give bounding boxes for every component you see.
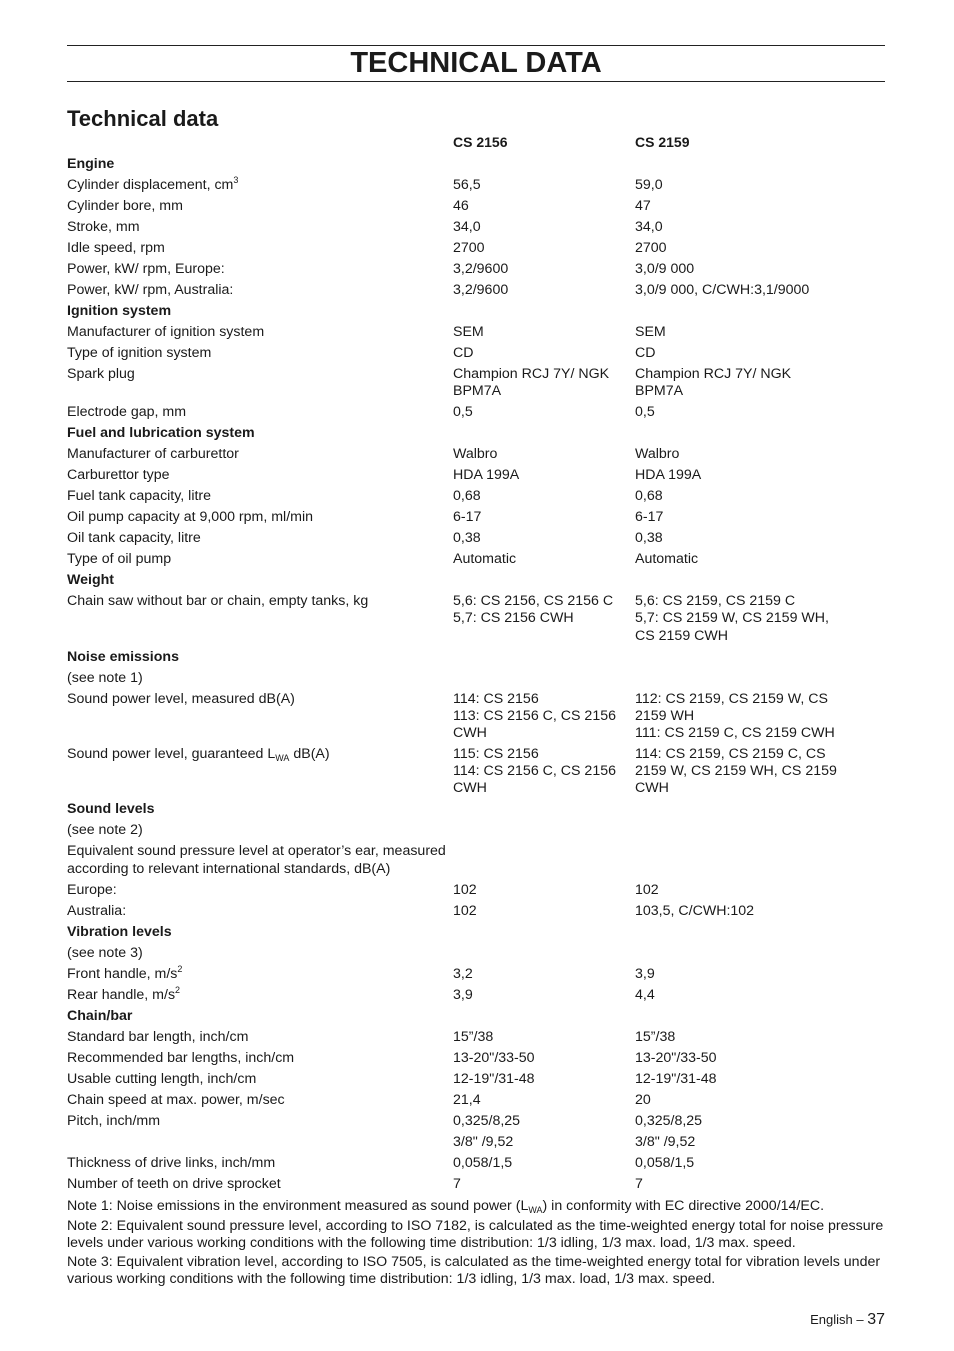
footer-language: English <box>810 1312 853 1327</box>
spec-label-text: Type of oil pump <box>67 551 172 568</box>
spec-table <box>67 154 885 1195</box>
spec-label <box>67 488 453 505</box>
section-heading-row <box>67 301 885 322</box>
table-row <box>67 901 885 922</box>
value-cs2159: 3,0/9 000, C/CWH:3,1/9000 <box>635 282 810 298</box>
value-cs2156: 115: CS 2156 114: CS 2156 C, CS 2156 CWH <box>453 746 616 797</box>
table-row <box>67 841 885 879</box>
table-row <box>67 364 885 402</box>
value-cs2159: Champion RCJ 7Y/ NGK BPM7A <box>635 366 792 400</box>
value-cs2156: 114: CS 2156 113: CS 2156 C, CS 2156 CWH <box>453 690 616 742</box>
value-cs2156: 0,058/1,5 <box>453 1154 513 1171</box>
spec-label <box>67 903 453 920</box>
value-cs2156 <box>453 822 635 839</box>
value-cs2156: 3,2/9600 <box>453 261 509 277</box>
note-1-text-end: ) in conformity with EC directive 2000/14/EC. <box>542 1198 825 1214</box>
spec-label-suffix: dB(A) <box>289 746 330 763</box>
value-cs2156: 5,6: CS 2156, CS 2156 C 5,7: CS 2156 CWH <box>453 593 614 627</box>
value-cs2159: 102 <box>635 881 659 898</box>
section-heading-row <box>67 423 885 444</box>
value-cs2156: 3,2/9600 <box>453 282 509 298</box>
spec-label-text: Australia: <box>67 902 127 919</box>
spec-label-text: (see note 1) <box>67 669 143 686</box>
value-cs2159: 0,68 <box>635 488 663 505</box>
value-cs2156: SEM <box>453 324 484 340</box>
spec-label-text: Number of teeth on drive sprocket <box>67 1175 281 1192</box>
spec-label <box>67 963 453 983</box>
table-row <box>67 880 885 901</box>
page-footer <box>810 1311 885 1329</box>
value-cs2159: SEM <box>635 324 666 340</box>
table-row <box>67 1027 885 1048</box>
value-cs2156: 0,5 <box>453 404 473 421</box>
spec-label <box>67 240 453 257</box>
spec-label-text: Chain speed at max. power, m/sec <box>67 1091 285 1108</box>
spec-label-text: Manufacturer of carburettor <box>67 446 239 463</box>
value-cs2156 <box>453 670 635 687</box>
value-cs2156: 46 <box>453 198 469 214</box>
spec-label-text: Sound power level, guaranteed L <box>67 746 276 763</box>
value-cs2156: Automatic <box>453 551 517 568</box>
spec-label-text: Carburettor type <box>67 467 170 484</box>
section-heading-row <box>67 1006 885 1027</box>
spec-label <box>67 345 453 362</box>
table-row <box>67 1111 885 1132</box>
spec-label-text: Spark plug <box>67 366 135 382</box>
value-cs2159: 4,4 <box>635 986 655 1003</box>
table-row <box>67 1132 885 1153</box>
spec-label-text: Fuel and lubrication system <box>67 425 255 442</box>
table-row <box>67 465 885 486</box>
section-heading <box>67 303 453 320</box>
value-cs2159: Walbro <box>635 446 680 463</box>
table-row <box>67 1048 885 1069</box>
table-row <box>67 1069 885 1090</box>
section-heading-row <box>67 799 885 820</box>
spec-label <box>67 219 453 236</box>
value-cs2156: CD <box>453 345 474 361</box>
spec-label <box>67 691 453 743</box>
table-row <box>67 259 885 280</box>
table-row <box>67 1174 885 1195</box>
spec-label-text: Cylinder displacement, cm <box>67 177 234 193</box>
value-cs2159 <box>635 945 885 962</box>
table-row <box>67 1090 885 1111</box>
table-row <box>67 1153 885 1174</box>
spec-label-text: Engine <box>67 156 115 172</box>
spec-label-text: Standard bar length, inch/cm <box>67 1028 249 1045</box>
table-row <box>67 402 885 423</box>
table-row <box>67 985 885 1006</box>
table-row <box>67 175 885 196</box>
section-title: Technical data <box>67 106 219 131</box>
value-cs2156: 0,325/8,25 <box>453 1112 521 1129</box>
spec-label-text: Power, kW/ rpm, Europe: <box>67 261 225 277</box>
spec-label <box>67 1050 453 1067</box>
value-cs2159: 13-20"/33-50 <box>635 1049 717 1066</box>
value-cs2156: 2700 <box>453 240 485 256</box>
value-cs2159: 3,0/9 000 <box>635 261 695 277</box>
spec-label <box>67 1134 453 1151</box>
value-cs2159: 12-19"/31-48 <box>635 1070 717 1087</box>
value-cs2159: 3/8" /9,52 <box>635 1133 696 1150</box>
spec-label-text: Power, kW/ rpm, Australia: <box>67 282 234 298</box>
unit-superscript: 3 <box>233 175 239 185</box>
value-cs2159: 2700 <box>635 240 667 256</box>
section-heading-row <box>67 154 885 175</box>
value-cs2159: 0,325/8,25 <box>635 1112 703 1129</box>
value-cs2156 <box>453 945 635 962</box>
spec-label-text: Type of ignition system <box>67 345 212 361</box>
value-cs2156 <box>453 843 635 877</box>
spec-label <box>67 593 453 645</box>
value-cs2156: Walbro <box>453 446 498 463</box>
spec-label <box>67 822 453 839</box>
table-row <box>67 444 885 465</box>
table-row <box>67 238 885 259</box>
spec-label <box>67 984 453 1004</box>
spec-label <box>67 1155 453 1172</box>
table-row <box>67 668 885 689</box>
spec-label-text: Oil pump capacity at 9,000 rpm, ml/min <box>67 509 314 526</box>
value-cs2159: 7 <box>635 1175 643 1192</box>
spec-label-text: Front handle, m/s <box>67 965 178 982</box>
spec-label <box>67 551 453 568</box>
value-cs2156: 6-17 <box>453 509 482 526</box>
spec-label-text: Noise emissions <box>67 648 179 665</box>
spec-label <box>67 746 453 798</box>
value-cs2159: 3,9 <box>635 965 655 982</box>
note-1-subscript: WA <box>528 1205 543 1215</box>
footer-dash: – <box>852 1312 868 1327</box>
note-3: Note 3: Equivalent vibration level, according to ISO 7505, is calculated as the time-weighted energy total for vibration levels under various working conditions with the following time distribution: 1/3 idling, 1/3 max. load, 1/3 max. speed. <box>67 1254 881 1288</box>
value-cs2156: 21,4 <box>453 1091 481 1108</box>
value-cs2159: 0,058/1,5 <box>635 1154 695 1171</box>
spec-label <box>67 509 453 526</box>
table-row <box>67 943 885 964</box>
section-heading-row <box>67 570 885 591</box>
value-cs2159: 34,0 <box>635 219 663 235</box>
spec-label <box>67 1071 453 1088</box>
spec-label-text: Pitch, inch/mm <box>67 1112 161 1129</box>
spec-label-text: Stroke, mm <box>67 219 140 235</box>
table-row <box>67 744 885 799</box>
spec-label-text: Electrode gap, mm <box>67 404 187 421</box>
value-cs2156: Champion RCJ 7Y/ NGK BPM7A <box>453 366 610 400</box>
spec-label-text: Sound levels <box>67 801 155 818</box>
column-headers <box>0 134 954 154</box>
spec-label-text: Oil tank capacity, litre <box>67 530 201 547</box>
value-cs2159: 6-17 <box>635 509 664 526</box>
spec-label <box>67 261 453 278</box>
table-row <box>67 486 885 507</box>
spec-label <box>67 366 453 400</box>
table-row <box>67 591 885 646</box>
spec-label <box>67 198 453 215</box>
spec-label-text: (see note 3) <box>67 944 143 961</box>
section-heading <box>67 425 453 442</box>
notes <box>67 1198 885 1291</box>
value-cs2159: 5,6: CS 2159, CS 2159 C 5,7: CS 2159 W, CS 2159 WH, CS 2159 CWH <box>635 593 829 644</box>
value-cs2159: 59,0 <box>635 177 663 193</box>
value-cs2156: 3/8" /9,52 <box>453 1133 514 1150</box>
value-cs2159: Automatic <box>635 551 699 568</box>
spec-label-text: Thickness of drive links, inch/mm <box>67 1154 276 1171</box>
spec-label <box>67 404 453 421</box>
section-heading-row <box>67 922 885 943</box>
value-cs2156: 34,0 <box>453 219 481 235</box>
spec-label-text: Equivalent sound pressure level at operator’s ear, measured according to relevant international standards, dB(A) <box>67 843 446 877</box>
value-cs2159 <box>635 843 885 877</box>
value-cs2156: 7 <box>453 1175 461 1192</box>
table-row <box>67 689 885 744</box>
section-heading <box>67 156 453 173</box>
value-cs2156: 102 <box>453 902 477 919</box>
spec-label <box>67 282 453 299</box>
value-cs2159: 15”/38 <box>635 1028 676 1045</box>
spec-label-text: Europe: <box>67 881 117 898</box>
spec-label-text: Manufacturer of ignition system <box>67 324 265 340</box>
spec-label-text: Idle speed, rpm <box>67 240 165 256</box>
value-cs2159: 20 <box>635 1091 651 1108</box>
value-cs2156: 0,38 <box>453 530 481 547</box>
value-cs2156: 3,9 <box>453 986 473 1003</box>
header-bottom-rule <box>67 81 885 82</box>
spec-label-text: Ignition system <box>67 303 172 319</box>
unit-superscript: 2 <box>177 963 183 974</box>
section-heading-row <box>67 647 885 668</box>
spec-label <box>67 530 453 547</box>
value-cs2156: 56,5 <box>453 177 481 193</box>
spec-label <box>67 882 453 899</box>
column-header-cs2159: CS 2159 <box>635 134 690 150</box>
value-cs2156: HDA 199A <box>453 467 520 484</box>
table-row <box>67 196 885 217</box>
value-cs2159: 0,5 <box>635 404 655 421</box>
spec-label <box>67 1176 453 1193</box>
section-heading <box>67 924 453 941</box>
spec-label <box>67 1113 453 1130</box>
value-cs2156: 102 <box>453 881 477 898</box>
table-row <box>67 343 885 364</box>
value-cs2159: 103,5, C/CWH:102 <box>635 902 755 919</box>
spec-label-text: Cylinder bore, mm <box>67 198 183 214</box>
spec-label <box>67 324 453 341</box>
spec-label-text: Rear handle, m/s <box>67 986 176 1003</box>
spec-label-text: (see note 2) <box>67 822 143 839</box>
value-cs2156: 15”/38 <box>453 1028 494 1045</box>
spec-label <box>67 670 453 687</box>
spec-label-text: Fuel tank capacity, litre <box>67 488 212 505</box>
table-row <box>67 820 885 841</box>
spec-label <box>67 1029 453 1046</box>
spec-label-text: Usable cutting length, inch/cm <box>67 1070 257 1087</box>
value-cs2159: 47 <box>635 198 651 214</box>
note-1-text: Note 1: Noise emissions in the environment measured as sound power (L <box>67 1198 529 1214</box>
value-cs2159: 0,38 <box>635 530 663 547</box>
value-cs2156: 3,2 <box>453 965 473 982</box>
section-heading <box>67 572 453 589</box>
spec-label <box>67 467 453 484</box>
unit-subscript: WA <box>275 753 290 764</box>
table-row <box>67 217 885 238</box>
page-title: TECHNICAL DATA <box>350 47 602 79</box>
spec-label-text: Chain saw without bar or chain, empty tanks, kg <box>67 593 369 610</box>
value-cs2159: 112: CS 2159, CS 2159 W, CS 2159 WH 111: CS 2159 C, CS 2159 CWH <box>635 690 835 742</box>
spec-label <box>67 177 453 194</box>
unit-superscript: 2 <box>175 984 181 995</box>
value-cs2159 <box>635 822 885 839</box>
table-row <box>67 507 885 528</box>
spec-label <box>67 843 453 877</box>
page-number: 37 <box>867 1311 885 1328</box>
note-2: Note 2: Equivalent sound pressure level, according to ISO 7182, is calculated as the time-weighted energy total for noise pressure levels under various working conditions with the following time distribution: 1/3 idling, 1/3 max. load, 1/3 max. speed. <box>67 1217 884 1251</box>
table-row <box>67 964 885 985</box>
table-row <box>67 322 885 343</box>
table-row <box>67 528 885 549</box>
value-cs2159: 114: CS 2159, CS 2159 C, CS 2159 W, CS 2159 WH, CS 2159 CWH <box>635 746 837 797</box>
value-cs2156: 0,68 <box>453 488 481 505</box>
spec-label-text: Vibration levels <box>67 923 172 940</box>
value-cs2159: HDA 199A <box>635 467 702 484</box>
note-1 <box>67 1198 885 1215</box>
section-heading <box>67 649 453 666</box>
value-cs2156: 13-20"/33-50 <box>453 1049 535 1066</box>
spec-label-text: Chain/bar <box>67 1007 133 1024</box>
section-heading <box>67 801 453 818</box>
value-cs2159 <box>635 670 885 687</box>
spec-label <box>67 945 453 962</box>
table-row <box>67 549 885 570</box>
spec-label <box>67 1092 453 1109</box>
value-cs2156: 12-19"/31-48 <box>453 1070 535 1087</box>
spec-label-text: Recommended bar lengths, inch/cm <box>67 1049 295 1066</box>
value-cs2159: CD <box>635 345 656 361</box>
spec-label <box>67 446 453 463</box>
column-header-cs2156: CS 2156 <box>453 134 508 150</box>
table-row <box>67 280 885 301</box>
spec-label-text: Weight <box>67 572 115 589</box>
section-heading <box>67 1008 453 1025</box>
spec-label-text: Sound power level, measured dB(A) <box>67 690 295 707</box>
